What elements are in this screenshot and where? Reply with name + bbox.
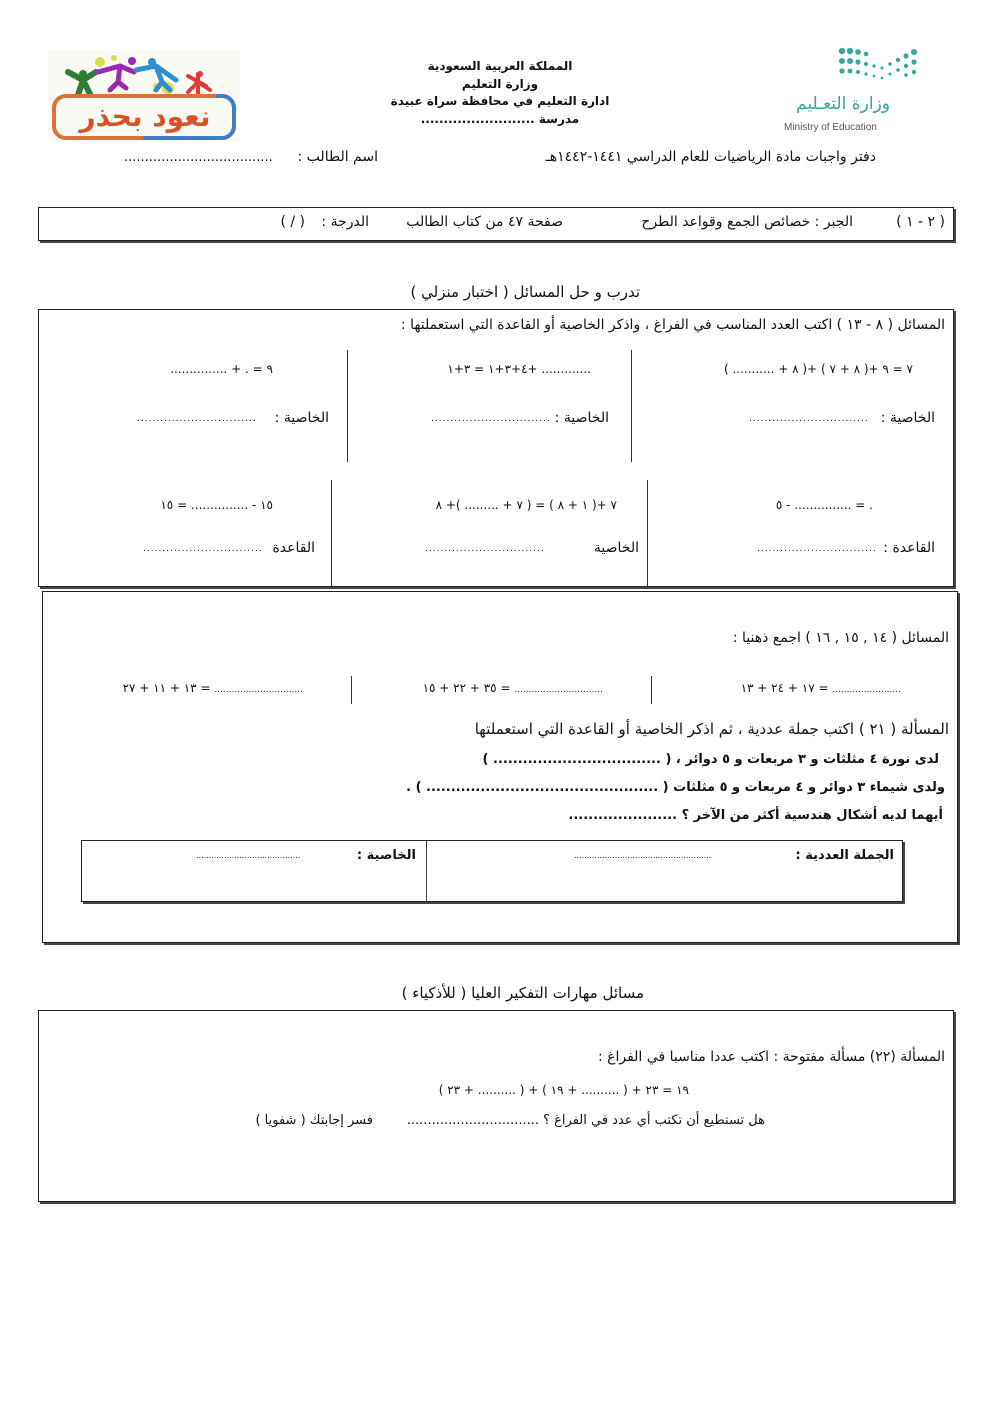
problem-10-label: الخاصية :	[274, 410, 329, 426]
problem-16-sum: ١٣ + ١١ + ٢٧ =	[122, 681, 215, 695]
problem-21-question: أيهما لديه أشكال هندسية أكثر من الآخر ؟ ......................	[568, 808, 943, 823]
logo-text: نعود بحذر	[79, 100, 211, 133]
problem-15-answer[interactable]: ...............................	[514, 685, 603, 695]
problem-9-answer[interactable]: ...............................	[431, 414, 551, 424]
problem-21-title: المسألة ( ٢١ ) اكتب جملة عددية ، ثم اذكر الخاصية أو القاعدة التي استعملتها	[474, 720, 949, 738]
problem-12-answer[interactable]: ...............................	[425, 544, 545, 554]
problem-22-title: المسألة (٢٢) مسألة مفتوحة : اكتب عددا مناسبا في الفراغ :	[597, 1049, 945, 1065]
problem-16-answer[interactable]: ...............................	[214, 685, 303, 695]
section3-box	[38, 1010, 954, 1202]
header-ministry: وزارة التعليم	[461, 77, 539, 91]
student-name-label: اسم الطالب :	[297, 149, 378, 165]
problem-9-label: الخاصية :	[554, 410, 609, 426]
problem-13-expression: ١٥ - ............... = ١٥	[160, 498, 273, 512]
divider	[647, 480, 648, 586]
problem-8-expression: ( ........... + ٨ )+ ٧ = ٩ +( ٨ + ٧ )	[723, 362, 913, 376]
notebook-title: دفتر واجبات مادة الرياضيات للعام الدراسي ١٤٤١-١٤٤٢هـ	[545, 149, 876, 165]
problem-13-label: القاعدة	[272, 540, 315, 556]
book-page: صفحة ٤٧ من كتاب الطالب	[406, 214, 563, 230]
grade-field[interactable]: ( / )	[280, 214, 305, 230]
divider	[651, 676, 652, 704]
problem-14-answer[interactable]: ........................	[832, 685, 901, 695]
section2-box	[42, 591, 958, 943]
ministry-en-text: Ministry of Education	[784, 122, 877, 133]
answer-table	[81, 840, 903, 902]
student-name-field[interactable]: ....................................	[124, 150, 273, 165]
problem-10-answer[interactable]: ...............................	[137, 414, 257, 424]
header-directorate: ادارة التعليم في محافظة سراة عبيدة	[390, 94, 610, 108]
ministry-of-education-logo-icon	[778, 44, 928, 84]
problem-10-expression: ............... + . = ٩	[170, 362, 273, 376]
naood-bihadhar-logo	[48, 50, 240, 142]
problem-11-answer[interactable]: ...............................	[757, 544, 877, 554]
problem-11-expression: ٥ - ............... = .	[775, 498, 873, 512]
grade-label: الدرجة :	[321, 214, 369, 230]
problem-8-label: الخاصية :	[880, 410, 935, 426]
divider	[331, 480, 332, 586]
number-sentence-field[interactable]: ......................................................	[574, 851, 712, 860]
property-label: الخاصية :	[356, 848, 416, 863]
section1-title: تدرب و حل المسائل ( اختبار منزلي )	[410, 283, 640, 301]
section2-instruction: المسائل ( ١٤ , ١٥ , ١٦ ) اجمع ذهنيا :	[732, 630, 949, 646]
problem-8-answer[interactable]: ...............................	[749, 414, 869, 424]
lesson-number: ( ٢ - ١ )	[896, 214, 945, 230]
problem-22-explain: فسر إجابتك ( شفويا )	[255, 1113, 373, 1128]
number-sentence-label: الجملة العددية :	[795, 848, 894, 863]
section1-box	[38, 309, 954, 587]
property-field[interactable]: .........................................	[196, 851, 301, 860]
problem-15-sum: ٣٥ + ٢٢ + ١٥ =	[422, 681, 515, 695]
problem-13-answer[interactable]: ...............................	[143, 544, 263, 554]
header-school: مدرسة .........................	[420, 112, 580, 126]
section3-title: مسائل مهارات التفكير العليا ( للأذكياء )	[401, 984, 644, 1002]
ministry-of-education-logo	[778, 44, 928, 136]
lesson-bar	[38, 207, 954, 241]
problem-21-shaimaa: ولدى شيماء ٣ دوائر و ٤ مربعات و ٥ مثلثات ( ............................................... ) .	[406, 780, 945, 795]
problem-15-expression	[423, 681, 603, 695]
divider	[631, 350, 632, 462]
divider	[426, 841, 427, 901]
lesson-title: الجبر : خصائص الجمع وقواعد الطرح	[641, 214, 853, 230]
header-kingdom: المملكة العربية السعودية	[427, 59, 573, 73]
problem-22-expression: ( ٢٣ + .......... ) + ١٩ = ٢٣ + ( .......... + ١٩ )	[438, 1083, 689, 1097]
ministry-ar-text: وزارة التعـليم	[796, 94, 890, 114]
divider	[351, 676, 352, 704]
problem-21-noura: لدى نورة ٤ مثلثات و ٣ مربعات و ٥ دوائر ، ( .................................. )	[482, 752, 939, 767]
section1-instruction: المسائل ( ٨ - ١٣ ) اكتب العدد المناسب في الفراغ ، واذكر الخاصية أو القاعدة التي استعملتها :	[400, 317, 945, 333]
problem-12-expression: ٧ +( ١ + ٨ ) = ( ٧ + ......... )+ ٨	[435, 498, 617, 512]
problem-11-label: القاعدة :	[883, 540, 935, 556]
divider	[347, 350, 348, 462]
problem-14-sum: ١٧ + ٢٤ + ١٣ =	[740, 681, 833, 695]
problem-22-question: هل تستطيع أن تكتب أي عدد في الفراغ ؟ ................................	[406, 1113, 765, 1128]
problem-14-expression	[741, 681, 901, 695]
problem-9-expression: ٤+٣+١ = ٣+١+ .............	[447, 362, 591, 376]
problem-16-expression	[123, 681, 303, 695]
problem-12-label: الخاصية	[593, 540, 639, 556]
